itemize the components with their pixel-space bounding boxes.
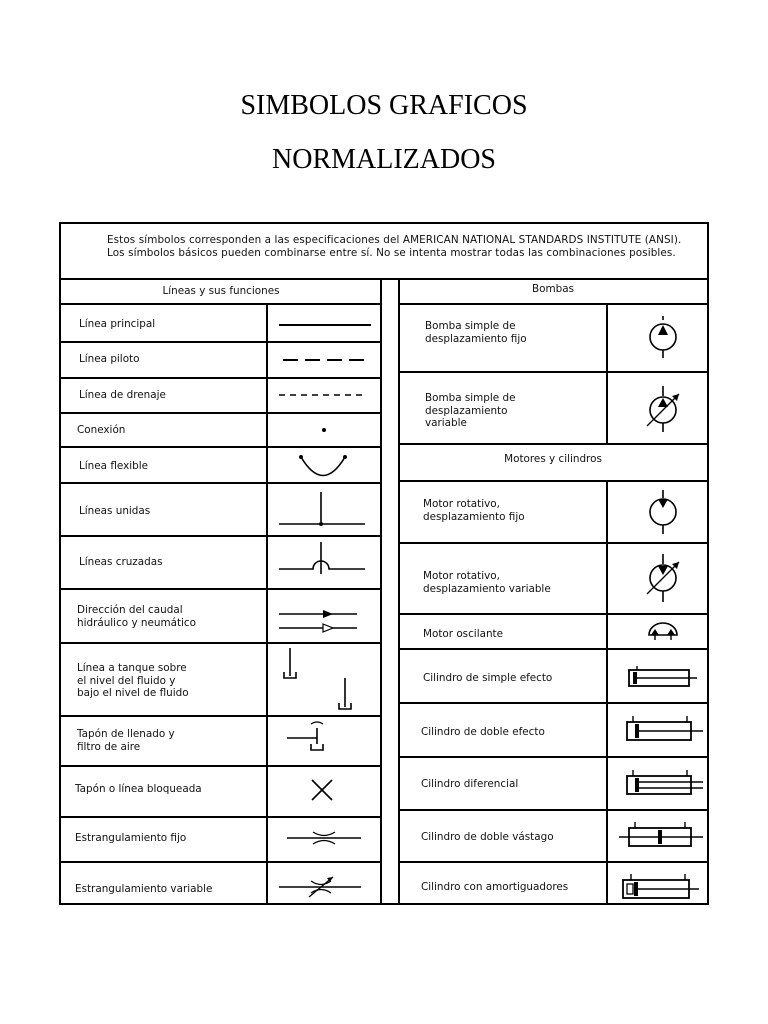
crossed-lines-icon — [279, 542, 365, 574]
row-label-variable-restriction: Estrangulamiento variable — [75, 883, 213, 895]
row-divider — [399, 809, 707, 811]
row-divider — [61, 861, 381, 863]
right-header-divider — [399, 303, 707, 305]
row-label-flow-direction: Dirección del caudal hidráulico y neumático — [77, 604, 196, 629]
page-title-line-1: SIMBOLOS GRAFICOS — [240, 90, 528, 121]
row-divider — [61, 341, 381, 343]
row-divider — [61, 535, 381, 537]
row-divider — [61, 588, 381, 590]
row-divider — [61, 816, 381, 818]
row-label-filler-cap: Tapón de llenado y filtro de aire — [77, 728, 175, 753]
row-divider — [399, 480, 707, 482]
row-label-fixed-restriction: Estrangulamiento fijo — [75, 832, 187, 844]
long-dashed-line-icon — [283, 357, 365, 363]
tank-line-icon — [283, 648, 355, 712]
short-dashed-line-icon — [279, 392, 365, 398]
row-divider — [61, 482, 381, 484]
row-divider — [61, 715, 381, 717]
variable-pump-icon — [643, 386, 683, 434]
symbols-table — [59, 222, 709, 905]
row-label-differential-cylinder: Cilindro diferencial — [421, 778, 519, 790]
single-acting-cylinder-icon — [627, 664, 699, 690]
row-divider — [61, 377, 381, 379]
row-divider — [399, 861, 707, 863]
motors-section-header: Motores y cilindros — [504, 453, 602, 465]
fixed-restriction-icon — [287, 830, 361, 846]
flexible-arc-icon — [298, 454, 348, 478]
row-label-connection: Conexión — [77, 424, 126, 436]
row-label-fixed-motor: Motor rotativo, desplazamiento fijo — [423, 498, 525, 523]
row-label-double-acting-cylinder: Cilindro de doble efecto — [421, 726, 545, 738]
joined-lines-icon — [279, 492, 365, 528]
row-label-plug: Tapón o línea bloqueada — [75, 783, 202, 795]
fixed-motor-icon — [647, 490, 679, 536]
lines-section-header: Líneas y sus funciones — [162, 285, 280, 297]
row-divider — [61, 412, 381, 414]
row-divider — [399, 613, 707, 615]
double-rod-cylinder-icon — [619, 820, 703, 850]
pumps-section-header: Bombas — [532, 283, 574, 295]
variable-restriction-icon — [279, 875, 361, 899]
row-label-variable-pump: Bomba simple de desplazamiento variable — [425, 392, 516, 429]
flow-direction-arrows-icon — [279, 608, 357, 634]
row-divider — [399, 648, 707, 650]
row-divider — [61, 765, 381, 767]
left-panel-right-border — [380, 278, 382, 905]
row-label-tank-line: Línea a tanque sobre el nivel del fluido y bajo el nivel de fluido — [77, 662, 189, 699]
variable-motor-icon — [643, 554, 683, 604]
cushioned-cylinder-icon — [621, 872, 701, 902]
filler-cap-icon — [287, 720, 329, 760]
row-divider — [61, 642, 381, 644]
page-title-line-2: NORMALIZADOS — [272, 144, 496, 175]
row-label-pilot-line: Línea piloto — [79, 353, 140, 365]
row-label-crossed-lines: Líneas cruzadas — [79, 556, 163, 568]
oscillating-motor-icon — [647, 621, 679, 641]
intro-paragraph: Estos símbolos corresponden a las especificaciones del AMERICAN NATIONAL STANDARDS INSTITUTE (ANSI). Los símbolos básicos pueden combinarse entre sí. No se intenta mostrar todas las combinaciones posibles. — [107, 234, 682, 259]
row-divider — [399, 371, 707, 373]
differential-cylinder-icon — [625, 768, 705, 798]
row-label-fixed-pump: Bomba simple de desplazamiento fijo — [425, 320, 527, 345]
dot-icon — [320, 426, 328, 434]
row-divider — [399, 756, 707, 758]
double-acting-cylinder-icon — [625, 714, 705, 744]
x-cross-icon — [312, 780, 332, 800]
row-label-single-acting-cylinder: Cilindro de simple efecto — [423, 672, 553, 684]
row-label-joined-lines: Líneas unidas — [79, 505, 151, 517]
row-divider — [61, 446, 381, 448]
row-divider — [399, 443, 707, 445]
row-divider — [399, 542, 707, 544]
row-label-cushioned-cylinder: Cilindro con amortiguadores — [421, 881, 569, 893]
right-symbol-column-divider-pumps — [606, 303, 608, 443]
intro-divider — [61, 278, 707, 280]
left-symbol-column-divider — [266, 303, 268, 905]
row-divider — [399, 702, 707, 704]
solid-line-icon — [279, 322, 371, 328]
row-label-flexible-line: Línea flexible — [79, 460, 148, 472]
left-header-divider — [61, 303, 381, 305]
row-label-oscillating-motor: Motor oscilante — [423, 628, 504, 640]
fixed-pump-icon — [647, 316, 679, 358]
row-label-main-line: Línea principal — [79, 318, 156, 330]
row-label-variable-motor: Motor rotativo, desplazamiento variable — [423, 570, 551, 595]
row-label-drain-line: Línea de drenaje — [79, 389, 166, 401]
row-label-double-rod-cylinder: Cilindro de doble vástago — [421, 831, 554, 843]
